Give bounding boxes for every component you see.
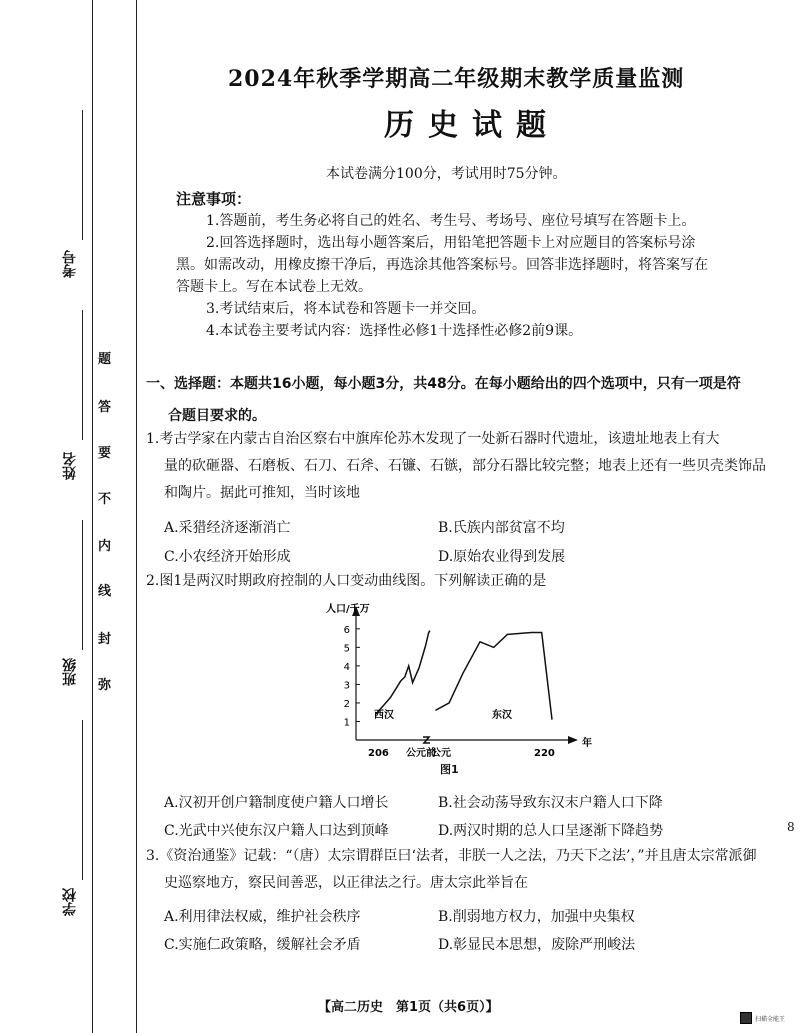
qr-code-icon [740,1012,752,1024]
question-1-option-a[interactable]: A.采猎经济逐渐消亡 [164,520,291,536]
seal-char-8: 题 [98,352,112,367]
y-tick-label-4: 4 [343,661,350,673]
y-tick-label-1: 1 [343,717,350,729]
y-tick-label-2: 2 [343,698,350,710]
scanner-watermark [740,1011,794,1025]
scanner-watermark-text: 扫描全能王 [755,1015,786,1023]
question-1-line-2: 量的砍砸器、石磨板、石刀、石斧、石镰、石镞，部分石器比较完整；地表上还有一些贝壳类饰品 [164,458,766,474]
series-line-1 [435,633,552,720]
question-1-line-1: 1.考古学家在内蒙古自治区察右中旗库伦苏木发现了一处新石器时代遗址，该遗址地表上有大 [146,431,720,447]
note-1: 1.答题前，考生务必将自己的姓名、考生号、考场号、座位号填写在答题卡上。 [206,213,696,229]
x-axis-label: 年 [582,738,592,749]
y-tick-label-3: 3 [343,680,350,692]
question-1-option-b[interactable]: B.氏族内部贫富不均 [438,520,565,536]
class-label: 班级 [62,658,78,686]
series-line-0 [376,631,430,714]
class-field[interactable] [82,520,83,650]
x-tick-label-1: 公元前 [406,748,436,759]
note-2-end: 答题卡上。写在本试卷上无效。 [176,279,372,295]
question-3-option-a[interactable]: A.利用律法权威，维护社会秩序 [164,909,361,925]
note-4: 4.本试卷主要考试内容：选择性必修1十选择性必修2前9课。 [206,323,583,339]
section-heading-line2: 合题目要求的。 [168,408,266,424]
question-2-option-d[interactable]: D.两汉时期的总人口呈逐渐下降趋势 [438,823,664,839]
question-2-option-b[interactable]: B.社会动荡导致东汉末户籍人口下降 [438,795,663,811]
question-1 [146,426,796,507]
question-2-option-a[interactable]: A.汉初开创户籍制度使户籍人口增长 [164,795,389,811]
seal-char-1: 弥 [98,678,112,693]
population-chart [306,600,606,780]
binding-line-outer [92,0,93,1033]
y-axis-label: 人口/千万 [326,604,370,615]
y-tick-label-6: 6 [343,624,350,636]
question-1-option-d[interactable]: D.原始农业得到发展 [438,549,566,565]
chart-caption: 图1 [440,763,459,776]
exam-subject: 历史试题 [384,108,560,143]
question-3-option-c[interactable]: C.实施仁政策略，缓解社会矛盾 [164,937,361,953]
question-3-option-b[interactable]: B.削弱地方权力，加强中央集权 [438,909,635,925]
seal-char-6: 要 [98,446,112,461]
seal-char-3: 线 [98,584,112,599]
question-3-option-d[interactable]: D.彰显民本思想，废除严刑峻法 [438,937,636,953]
seal-char-5: 不 [98,492,112,507]
page-footer: 【高二历史 第1页（共6页）】 [318,1000,499,1015]
school-field[interactable] [82,720,83,880]
seal-char-7: 答 [98,400,112,415]
series-name-0: 西汉 [374,710,394,721]
notes-title: 注意事项： [176,190,252,208]
question-3 [146,843,796,897]
question-1-option-c[interactable]: C.小农经济开始形成 [164,549,291,565]
series-name-1: 东汉 [492,710,512,721]
name-label: 姓名 [62,452,78,480]
exam-title: 2024年秋季学期高二年级期末教学质量监测 [228,66,685,92]
seal-char-2: 封 [98,632,112,647]
binding-line-inner [136,0,137,1033]
question-1-line-3: 和陶片。据此可推知，当时该地 [164,485,360,501]
section-heading [146,368,786,432]
x-axis-arrow [568,736,578,744]
note-3: 3.考试结束后，将本试卷和答题卡一并交回。 [206,301,486,317]
binding-margin [0,0,140,1033]
x-tick-label-0: 206 [368,748,389,759]
note-2-cont: 黑。如需改动，用橡皮擦干净后，再选涂其他答案标号。回答非选择题时，将答案写在 [176,257,708,273]
exam-no-field[interactable] [82,110,83,240]
note-2: 2.回答选择题时，选出每小题答案后，用铅笔把答题卡上对应题目的答案标号涂 [206,235,696,251]
school-label: 学校 [62,888,78,916]
edge-mark: 8 [787,820,795,834]
section-heading-line1: 一、选择题：本题共16小题，每小题3分，共48分。在每小题给出的四个选项中，只有一项是符 [146,376,741,392]
name-field[interactable] [82,310,83,440]
x-tick-label-2: 公元 [431,748,451,759]
question-3-line-1: 3.《资治通鉴》记载：“（唐）太宗谓群臣曰‘法者，非朕一人之法，乃天下之法’，”并且唐太宗常派御 [146,848,757,864]
question-2-option-c[interactable]: C.光武中兴使东汉户籍人口达到顶峰 [164,823,389,839]
x-tick-label-3: 220 [534,748,555,759]
y-tick-label-5: 5 [343,643,350,655]
question-3-line-2: 史巡察地方，察民间善恶，以正律法之行。唐太宗此举旨在 [164,875,528,891]
question-2-line-1: 2.图1是两汉时期政府控制的人口变动曲线图。下列解读正确的是 [146,573,547,589]
seal-char-4: 内 [98,539,112,554]
exam-no-label: 考号 [62,250,78,278]
score-line: 本试卷满分100分，考试用时75分钟。 [326,166,567,182]
question-2 [146,568,796,595]
